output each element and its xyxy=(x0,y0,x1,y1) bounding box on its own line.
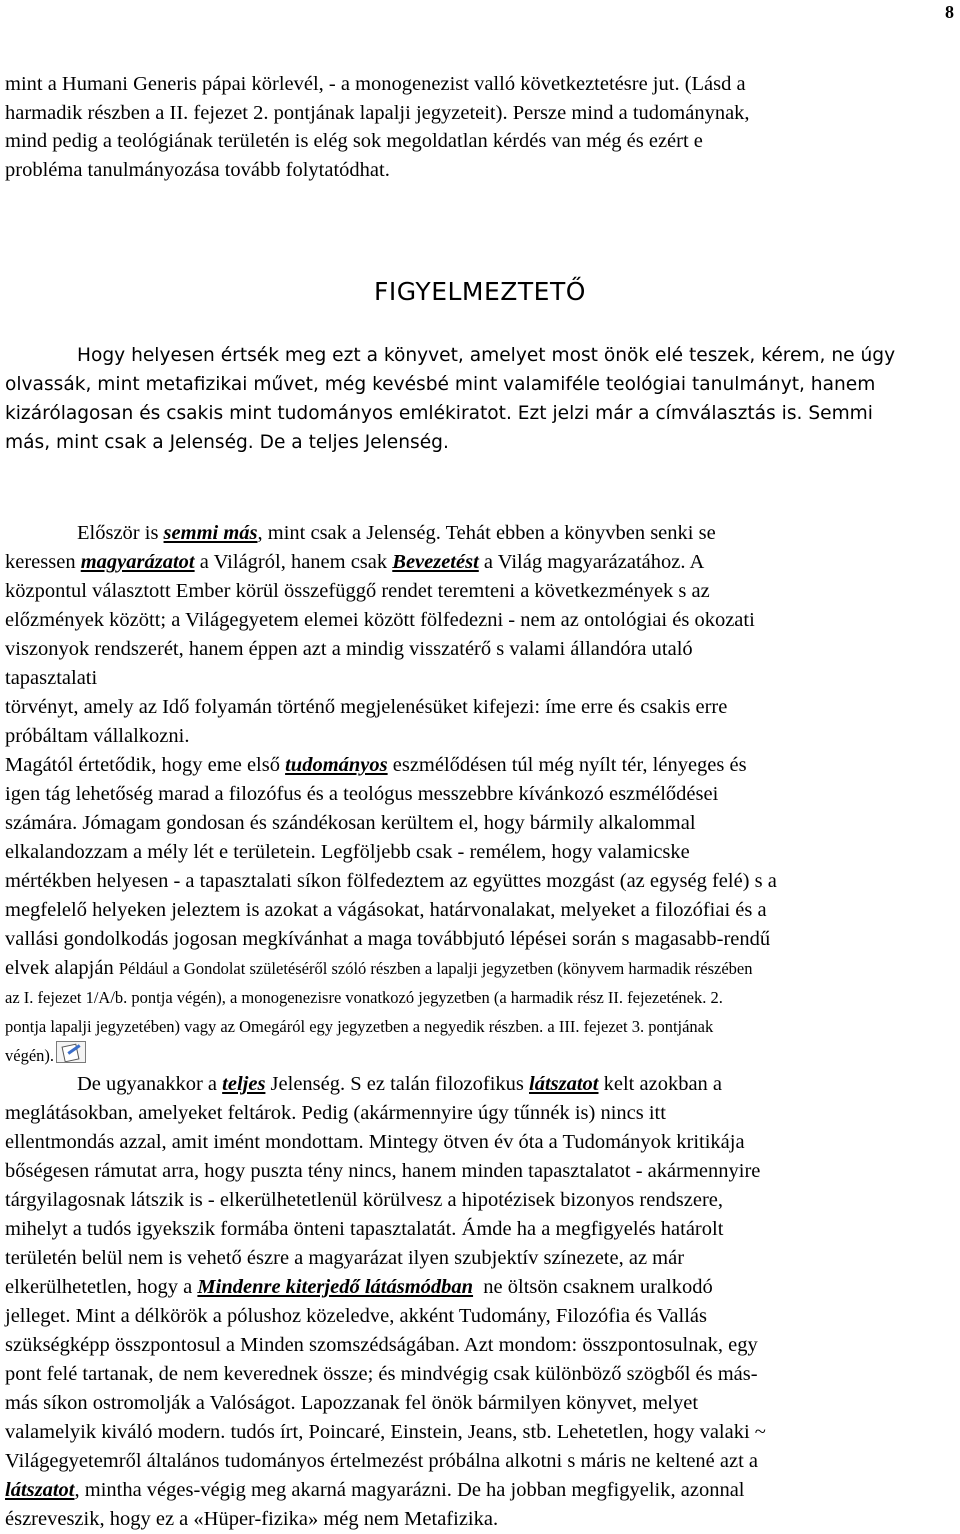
text-line: megfelelő helyeken jeleztem is azokat a vágásokat, határvonalakat, melyeket a filozófiai és a xyxy=(5,899,767,921)
footnote-text: végén). xyxy=(5,1046,55,1065)
text-line: észreveszik, hogy ez a «Hüper-fizika» még nem Metafizika. xyxy=(5,1508,499,1530)
text-line: vallási gondolkodás jogosan megkívánhat a maga továbbjutó lépései során s magasabb-rendű xyxy=(5,928,771,950)
text-line: kizárólagosan és csakis mint tudományos emlékiratot. Ezt jelzi már a címválasztás is. Semmi xyxy=(5,403,873,424)
text-line: elkalandozzam a mély lét e területein. Legföljebb csak - remélem, hogy valamicske xyxy=(5,841,690,863)
text-line: számára. Jómagam gondosan és szándékosan kerültem el, hogy bármily alkalommal xyxy=(5,812,696,834)
text-line: bőségesen rámutat arra, hogy puszta tény nincs, hanem minden tapasztalatot - akármennyire xyxy=(5,1160,761,1182)
text-span: ne öltsön csaknem uralkodó xyxy=(473,1276,713,1298)
intro-paragraph xyxy=(5,70,957,184)
emphasis-text: Mindenre kiterjedő látásmódban xyxy=(197,1276,474,1298)
text-line: törvényt, amely az Idő folyamán történő megjelenésüket kifejezi: íme erre és csakis erre xyxy=(5,696,728,718)
paragraph xyxy=(5,1070,957,1534)
text-line: Hogy helyesen értsék meg ezt a könyvet, amelyet most önök elé teszek, kérem, ne úgy xyxy=(77,345,896,366)
text-span: kelt azokban a xyxy=(598,1073,723,1095)
emphasis-text: Bevezetést xyxy=(392,551,479,573)
section-heading: FIGYELMEZTETŐ xyxy=(374,277,586,306)
text-line: területén belül nem is vehető észre a magyarázat ilyen szubjektív színezete, az már xyxy=(5,1247,685,1269)
text-line: más, mint csak a Jelenség. De a teljes Jelenség. xyxy=(5,432,449,453)
emphasis-text: teljes xyxy=(222,1073,266,1095)
emphasis-text: semmi más xyxy=(163,522,258,544)
body-text xyxy=(5,519,957,1534)
text-span: Először is xyxy=(77,522,164,544)
text-span: , mint csak a Jelenség. Tehát ebben a könyvben senki se xyxy=(257,522,716,544)
text-line: valamelyik kiváló modern. tudós írt, Poincaré, Einstein, Jeans, stb. Lehetetlen, hogy valaki ~ xyxy=(5,1421,766,1443)
text-line: szükségképp összpontosul a Minden szomszédságában. Azt mondom: összpontosulnak, egy xyxy=(5,1334,758,1356)
text-span: a Világról, hanem csak xyxy=(194,551,393,573)
warning-paragraph xyxy=(5,341,957,457)
text-line: próbáltam vállalkozni. xyxy=(5,725,190,747)
text-line: tárgyilagosnak látszik is - elkerülhetetlenül körülvesz a hipotézisek bizonyos rendszere, xyxy=(5,1189,724,1211)
text-line: ellentmondás azzal, amit imént mondottam. Mintegy ötven év óta a Tudományok kritikája xyxy=(5,1131,745,1153)
emphasis-text: látszatot xyxy=(5,1479,75,1501)
text-line: viszonyok rendszerét, hanem éppen azt a mindig visszatérő s valami állandóra utaló xyxy=(5,638,693,660)
document-link-icon[interactable] xyxy=(56,1041,86,1063)
footnote-text: Például a Gondolat születéséről szóló részben a lapalji jegyzetben (könyvem harmadik részében xyxy=(118,959,753,978)
footnote-text: pontja lapalji jegyzetében) vagy az Omegáról egy jegyzetben a negyedik részben. a III. fejezet 3. pontjának xyxy=(5,1017,714,1036)
text-line: meglátásokban, amelyeket feltárok. Pedig (akármennyire úgy tűnnék is) nincs itt xyxy=(5,1102,666,1124)
page-number: 8 xyxy=(945,2,954,22)
text-line: mind pedig a teológiának területén is elég sok megoldatlan kérdés van még és ezért e xyxy=(5,130,703,153)
text-span: Jelenség. S ez talán filozofikus xyxy=(265,1073,529,1095)
text-line: központul választott Ember körül összefüggő rendet teremteni a következmények s az xyxy=(5,580,710,602)
text-line: probléma tanulmányozása tovább folytatódhat. xyxy=(5,158,390,181)
text-line: mint a Humani Generis pápai körlevél, - a monogenezist valló következtetésre jut. (Lásd a xyxy=(5,73,746,95)
emphasis-text: látszatot xyxy=(529,1073,599,1095)
text-line: mértékben helyesen - a tapasztalati síkon fölfedeztem az együttes mozgást (az egység felé) s a xyxy=(5,870,777,892)
text-line: Világegyetemről általános tudományos értelmezést próbálna alkotni s máris ne keltené azt a xyxy=(5,1450,759,1472)
text-span: eszmélődésen túl még nyílt tér, lényeges és xyxy=(387,754,747,776)
text-line: más síkon ostromolják a Valóságot. Lapozzanak fel önök bármilyen könyvet, melyet xyxy=(5,1392,699,1414)
text-span: a Világ magyarázatához. A xyxy=(478,551,705,573)
footnote-text: az I. fejezet 1/A/b. pontja végén), a monogenezisre vonatkozó jegyzetben (a harmadik rész II. fejezetének. 2. xyxy=(5,988,723,1007)
text-line: jelleget. Mint a délkörök a pólushoz közeledve, akként Tudomány, Filozófia és Vallás xyxy=(5,1305,707,1327)
text-line: olvassák, mint metafizikai művet, még kevésbé mint valamiféle teológiai tanulmányt, hanem xyxy=(5,374,876,395)
text-span: elkerülhetetlen, hogy a xyxy=(5,1276,198,1298)
text-line: pont felé tartanak, de nem keverednek össze; és mindvégig csak különböző szögből és más- xyxy=(5,1363,758,1385)
text-line: igen tág lehetőség marad a filozófus és a teológus messzebbre kívánkozó eszmélődései xyxy=(5,783,719,805)
text-line: előzmények között; a Világegyetem elemei között fölfedezni - nem az ontológiai és okozati xyxy=(5,609,755,631)
paragraph xyxy=(5,751,957,1070)
text-span: Magától értetődik, hogy eme első xyxy=(5,754,286,776)
emphasis-text: magyarázatot xyxy=(80,551,195,573)
emphasis-text: tudományos xyxy=(285,754,388,776)
text-span: , mintha véges-végig meg akarná magyarázni. De ha jobban megfigyelik, azonnal xyxy=(74,1479,745,1501)
text-line: tapasztalati xyxy=(5,667,98,689)
paragraph xyxy=(5,519,957,751)
text-line: harmadik részben a II. fejezet 2. pontjának lapalji jegyzeteit). Persze mind a tudománynak, xyxy=(5,101,750,124)
text-span: elvek alapján xyxy=(5,957,119,979)
text-span: De ugyanakkor a xyxy=(77,1073,223,1095)
text-span: keressen xyxy=(5,551,81,573)
text-line: mihelyt a tudós igyekszik formába önteni tapasztalatát. Ámde ha a megfigyelés határolt xyxy=(5,1218,724,1240)
